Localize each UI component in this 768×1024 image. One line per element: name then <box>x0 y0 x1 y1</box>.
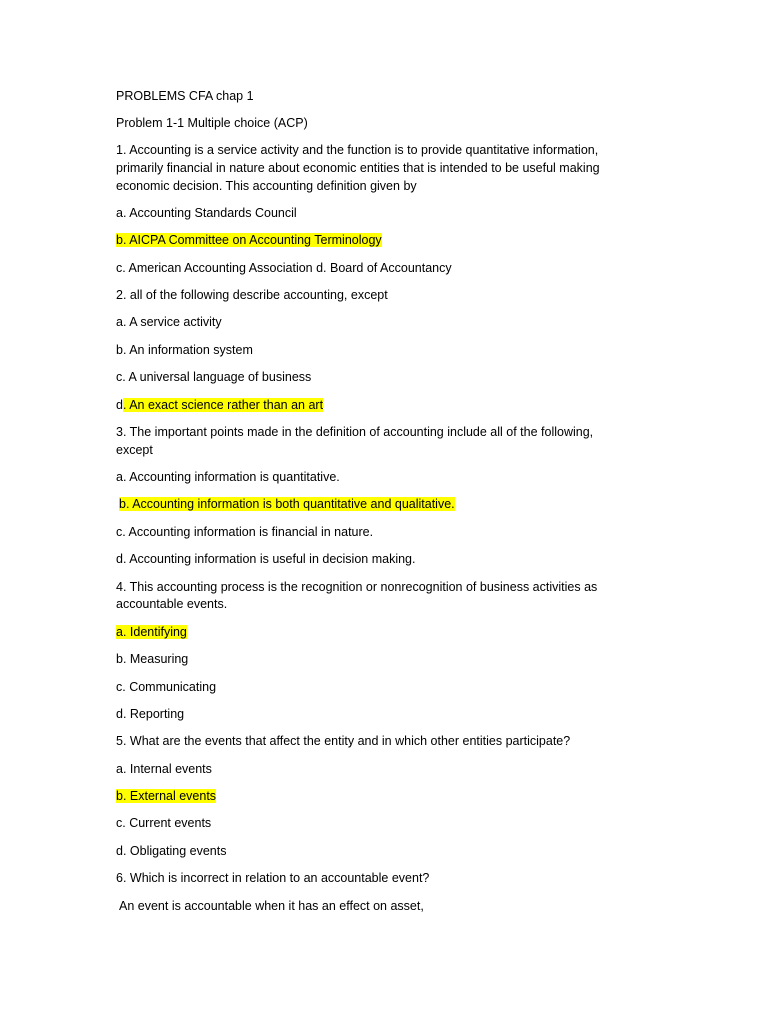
answer-highlight: . An exact science rather than an art <box>122 398 324 412</box>
question-5-option-b <box>116 788 216 805</box>
question-3-line-1: 3. The important points made in the definition of accounting include all of the following, <box>116 425 594 439</box>
question-1-option-a: a. Accounting Standards Council <box>116 206 297 220</box>
question-1-option-c-d: c. American Accounting Association d. Board of Accountancy <box>116 261 452 275</box>
question-4-option-b: b. Measuring <box>116 652 189 666</box>
question-5-stem: 5. What are the events that affect the entity and in which other entities participate? <box>116 734 571 748</box>
question-5-option-a: a. Internal events <box>116 762 212 776</box>
question-5-option-c: c. Current events <box>116 816 212 830</box>
question-2-option-a: a. A service activity <box>116 315 222 329</box>
document-heading: PROBLEMS CFA chap 1 <box>116 89 254 103</box>
question-4-option-a <box>116 624 187 641</box>
option-letter: d <box>116 398 123 412</box>
question-4-option-c: c. Communicating <box>116 680 217 694</box>
question-2-option-d <box>116 397 323 414</box>
question-3-option-b <box>119 496 455 513</box>
answer-highlight: b. External events <box>116 789 217 803</box>
question-2-option-b: b. An information system <box>116 343 253 357</box>
answer-highlight: b. Accounting information is both quantitative and qualitative. <box>119 497 455 511</box>
question-3-option-d: d. Accounting information is useful in decision making. <box>116 552 416 566</box>
answer-highlight: b. AICPA Committee on Accounting Terminology <box>116 233 382 247</box>
question-3-option-a: a. Accounting information is quantitative. <box>116 470 340 484</box>
question-3-option-c: c. Accounting information is financial in nature. <box>116 525 374 539</box>
answer-highlight: a. Identifying <box>116 625 187 639</box>
question-4-line-1: 4. This accounting process is the recognition or nonrecognition of business activities as <box>116 580 598 594</box>
question-4-line-2: accountable events. <box>116 597 228 611</box>
question-3-line-2: except <box>116 443 153 457</box>
question-6-stem: 6. Which is incorrect in relation to an accountable event? <box>116 871 430 885</box>
question-5-option-d: d. Obligating events <box>116 844 227 858</box>
problem-heading: Problem 1-1 Multiple choice (ACP) <box>116 116 308 130</box>
question-1-option-b <box>116 232 382 249</box>
question-1-line-3: economic decision. This accounting definition given by <box>116 179 417 193</box>
question-6-line-1: An event is accountable when it has an effect on asset, <box>119 899 424 913</box>
question-2-option-c: c. A universal language of business <box>116 370 312 384</box>
question-2-stem: 2. all of the following describe accounting, except <box>116 288 388 302</box>
question-1-line-2: primarily financial in nature about economic entities that is intended to be useful making <box>116 161 600 175</box>
question-1-line-1: 1. Accounting is a service activity and the function is to provide quantitative information, <box>116 143 599 157</box>
question-4-option-d: d. Reporting <box>116 707 185 721</box>
